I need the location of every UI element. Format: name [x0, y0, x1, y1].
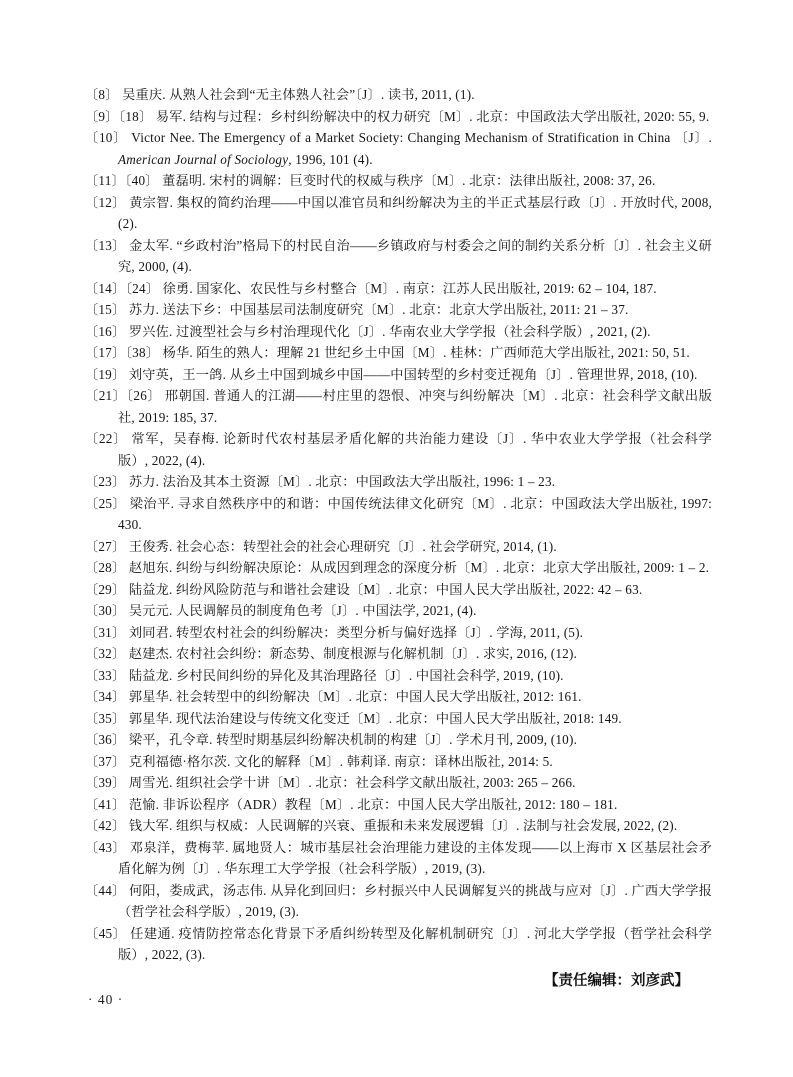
- reference-text: 〔43〕 邓泉洋，费梅苹. 属地贤人：城市基层社会治理能力建设的主体发现——以上海市 X 区基层社会矛盾化解为例〔J〕. 华东理工大学学报（社会科学版）, 2019, (3).: [85, 839, 712, 876]
- reference-text: 〔32〕 赵建杰. 农村社会纠纷：新态势、制度根源与化解机制〔J〕. 求实, 2016, (12).: [85, 646, 578, 661]
- reference-text: 〔31〕 刘同君. 转型农村社会的纠纷解决：类型分析与偏好选择〔J〕. 学海, 2011, (5).: [85, 624, 584, 640]
- reference-item: [85, 837, 712, 880]
- reference-text: 〔10〕 Victor Nee. The Emergency of a Market Society: Changing Mechanism of Stratification in China 〔J〕.: [85, 130, 712, 145]
- reference-text: 〔8〕 吴重庆. 从熟人社会到“无主体熟人社会”〔J〕. 读书, 2011, (1).: [85, 87, 475, 102]
- reference-text: 〔19〕 刘守英，王一鸽. 从乡土中国到城乡中国——中国转型的乡村变迁视角〔J〕. 管理世界, 2018, (10).: [85, 366, 698, 382]
- reference-text: 〔42〕 钱大军. 组织与权威：人民调解的兴衰、重振和未来发展逻辑〔J〕. 法制与社会发展, 2022, (2).: [85, 818, 678, 833]
- reference-item: [85, 471, 712, 493]
- reference-item: [85, 127, 712, 170]
- reference-text: 〔30〕 吴元元. 人民调解员的制度角色考〔J〕. 中国法学, 2021, (4).: [85, 603, 477, 618]
- reference-text: 〔15〕 苏力. 送法下乡：中国基层司法制度研究〔M〕. 北京：北京大学出版社, 2011: 21 – 37.: [85, 302, 629, 317]
- reference-item: [85, 493, 712, 536]
- reference-item: [85, 170, 712, 192]
- reference-text: 〔41〕 范愉. 非诉讼程序（ADR）教程〔M〕. 北京：中国人民大学出版社, 2012: 180 – 181.: [85, 796, 618, 812]
- reference-text: 〔11〕〔40〕 董磊明. 宋村的调解：巨变时代的权威与秩序〔M〕. 北京：法律出版社, 2008: 37, 26.: [85, 173, 656, 188]
- reference-item: [85, 643, 712, 665]
- reference-text: , 1996, 101 (4).: [288, 151, 373, 167]
- reference-item: [85, 600, 712, 622]
- reference-item: [85, 815, 712, 837]
- reference-text: 〔36〕 梁平，孔令章. 转型时期基层纠纷解决机制的构建〔J〕. 学术月刊, 2009, (10).: [85, 732, 578, 747]
- reference-item: [85, 84, 712, 106]
- reference-item: [85, 772, 712, 794]
- reference-item: [85, 579, 712, 601]
- reference-text: 〔45〕 任建通. 疫情防控常态化背景下矛盾纠纷转型及化解机制研究〔J〕. 河北大学学报（哲学社会科学版）, 2022, (3).: [85, 925, 712, 962]
- reference-text: 〔27〕 王俊秀. 社会心态：转型社会的社会心理研究〔J〕. 社会学研究, 2014, (1).: [85, 538, 557, 554]
- reference-item: [85, 665, 712, 687]
- reference-item: [85, 923, 712, 966]
- reference-item: [85, 686, 712, 708]
- reference-text: 〔39〕 周雪光. 组织社会学十讲〔M〕. 北京：社会科学文献出版社, 2003: 265 – 266.: [85, 775, 576, 790]
- reference-text: 〔9〕〔18〕 易军. 结构与过程：乡村纠纷解决中的权力研究〔M〕. 北京：中国政法大学出版社, 2020: 55, 9.: [85, 108, 710, 124]
- page-number: · 40 ·: [88, 992, 124, 1007]
- reference-text: 〔16〕 罗兴佐. 过渡型社会与乡村治理现代化〔J〕. 华南农业大学学报（社会科学版）, 2021, (2).: [85, 323, 651, 339]
- reference-text: 〔17〕〔38〕 杨华. 陌生的熟人：理解 21 世纪乡土中国〔M〕. 桂林：广西师范大学出版社, 2021: 50, 51.: [85, 345, 690, 360]
- reference-item: [85, 106, 712, 128]
- responsible-editor-note: 【责任编辑：刘彦武】: [544, 973, 689, 989]
- reference-text: 〔44〕 何阳，娄成武，汤志伟. 从异化到回归：乡村振兴中人民调解复兴的挑战与应对〔J〕. 广西大学学报（哲学社会科学版）, 2019, (3).: [85, 882, 712, 919]
- reference-item: [85, 622, 712, 644]
- reference-item: [85, 880, 712, 923]
- reference-item: [85, 278, 712, 300]
- reference-item: [85, 192, 712, 235]
- reference-item: [85, 428, 712, 471]
- reference-text: 〔21〕〔26〕 邢朝国. 普通人的江湖——村庄里的怨恨、冲突与纠纷解决〔M〕. 北京：社会科学文献出版社, 2019: 185, 37.: [85, 388, 712, 425]
- reference-text: 〔13〕 金太军. “乡政村治”格局下的村民自治——乡镇政府与村委会之间的制约关系分析〔J〕. 社会主义研究, 2000, (4).: [85, 237, 712, 274]
- reference-text: 〔28〕 赵旭东. 纠纷与纠纷解决原论：从成因到理念的深度分析〔M〕. 北京：北京大学出版社, 2009: 1 – 2.: [85, 560, 710, 575]
- reference-text: 〔12〕 黄宗智. 集权的简约治理——中国以准官员和纠纷解决为主的半正式基层行政〔J〕. 开放时代, 2008, (2).: [85, 194, 712, 231]
- reference-item: [85, 235, 712, 278]
- reference-text: 〔33〕 陆益龙. 乡村民间纠纷的异化及其治理路径〔J〕. 中国社会科学, 2019, (10).: [85, 667, 564, 683]
- reference-text: 〔25〕 梁治平. 寻求自然秩序中的和谐：中国传统法律文化研究〔M〕. 北京：中国政法大学出版社, 1997: 430.: [85, 495, 712, 532]
- reference-item: [85, 729, 712, 751]
- reference-text: 〔29〕 陆益龙. 纠纷风险防范与和谐社会建设〔M〕. 北京：中国人民大学出版社, 2022: 42 – 63.: [85, 581, 643, 597]
- reference-text: 〔34〕 郭星华. 社会转型中的纠纷解决〔M〕. 北京：中国人民大学出版社, 2012: 161.: [85, 689, 582, 704]
- reference-list: [85, 84, 712, 966]
- reference-item: [85, 708, 712, 730]
- reference-item: [85, 794, 712, 816]
- reference-item: [85, 321, 712, 343]
- reference-item: [85, 557, 712, 579]
- reference-text: 〔35〕 郭星华. 现代法治建设与传统文化变迁〔M〕. 北京：中国人民大学出版社, 2018: 149.: [85, 710, 622, 726]
- reference-item: [85, 536, 712, 558]
- reference-text: 〔23〕 苏力. 法治及其本土资源〔M〕. 北京：中国政法大学出版社, 1996: 1 – 23.: [85, 474, 556, 489]
- reference-text: 〔37〕 克利福德·格尔茨. 文化的解释〔M〕. 韩莉译. 南京：译林出版社, 2014: 5.: [85, 753, 553, 769]
- reference-item: [85, 385, 712, 428]
- journal-title-italic: American Journal of Sociology: [118, 151, 289, 167]
- reference-text: 〔14〕〔24〕 徐勇. 国家化、农民性与乡村整合〔M〕. 南京：江苏人民出版社, 2019: 62 – 104, 187.: [85, 280, 657, 296]
- reference-item: [85, 342, 712, 364]
- reference-item: [85, 299, 712, 321]
- reference-text: 〔22〕 常军，吴春梅. 论新时代农村基层矛盾化解的共治能力建设〔J〕. 华中农业大学学报（社会科学版）, 2022, (4).: [85, 431, 712, 468]
- reference-item: [85, 751, 712, 773]
- reference-item: [85, 364, 712, 386]
